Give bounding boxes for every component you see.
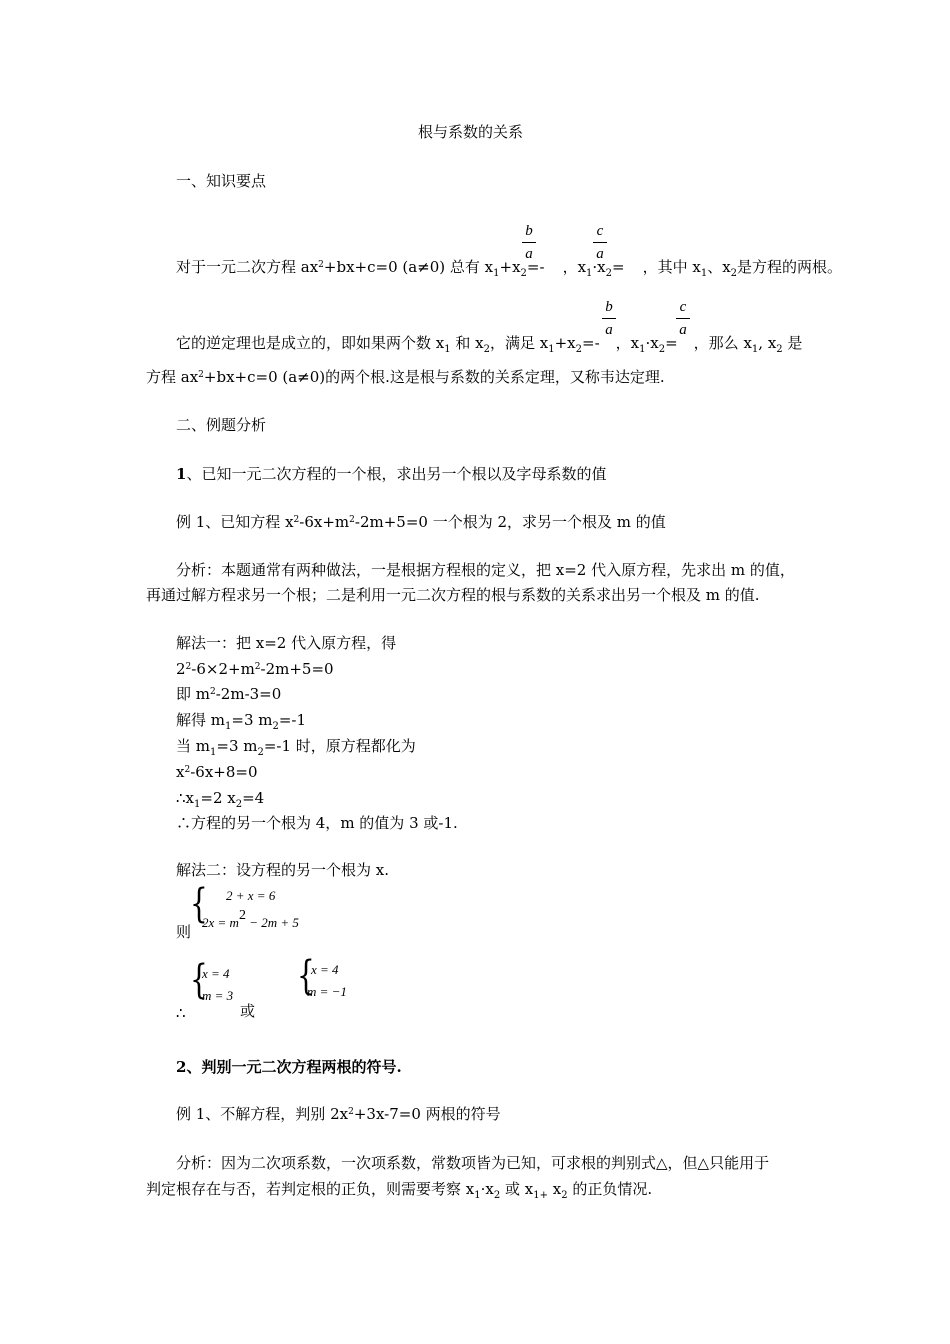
page-title: 根与系数的关系: [418, 123, 524, 141]
analysis-1-line2: 再通过解方程求另一个根；二是利用一元二次方程的根与系数的关系求出另一个根及 m 的值.: [146, 586, 760, 604]
or-label: 或: [240, 1002, 256, 1020]
solution-1-line3: 即 $m^2-2m-3=0$: [176, 685, 282, 703]
example-1: 例 1、已知方程 $x^2-6x+m^2-2m+5=0$ 一个根为 2，求另一个根及 m 的值: [176, 513, 666, 531]
topic-heading-1: 1、已知一元二次方程的一个根，求出另一个根以及字母系数的值: [176, 465, 607, 483]
analysis-2-line1: 分析：因为二次项系数，一次项系数，常数项皆为已知，可求根的判别式△，但△只能用于: [176, 1154, 770, 1172]
solution-2-line1: 解法二：设方程的另一个根为 x.: [176, 861, 389, 879]
analysis-1-line1: 分析：本题通常有两种做法，一是根据方程根的定义，把 x=2 代入原方程，先求出 m 的值，: [176, 561, 795, 579]
converse-paragraph-line1: 它的逆定理也是成立的，即如果两个数 $x_1$ 和 $x_2$，满足 $x_1+x_2=-$ ，$x_1\cdot x_2=$ ，那么 $x_1$, $x_2$ 是: [176, 334, 803, 355]
then-label: 则: [176, 923, 192, 941]
solution-1-line2: $2^2-6\times 2+m^2-2m+5=0$: [176, 660, 334, 678]
fraction-b-over-a: b a: [522, 222, 536, 263]
topic-heading-2: 2、判别一元二次方程两根的符号.: [176, 1058, 402, 1076]
therefore-symbol: ∴: [176, 1004, 186, 1022]
solution-1-line5: 当 $m_1=3$ $m_2=-1$ 时，原方程都化为: [176, 737, 416, 758]
solution-1-line1: 解法一：把 x=2 代入原方程，得: [176, 634, 397, 652]
solution-1-line4: 解得 $m_1=3$ $m_2=-1$: [176, 711, 307, 732]
example-2: 例 1、不解方程，判别 $2x^2+3x-7=0$ 两根的符号: [176, 1105, 501, 1123]
equation-system-3: { x = 4 m = −1: [297, 953, 347, 999]
solution-1-line6: $x^2-6x+8=0$: [176, 763, 258, 781]
equation-system-1: { 2 + x = 6 2x = m2 − 2m + 5: [190, 881, 299, 930]
analysis-2-line2: 判定根存在与否，若判定根的正负，则需要考察 $x_1\cdot x_2$ 或 $x_{1+}$ $x_2$ 的正负情况.: [146, 1180, 653, 1201]
fraction-b-over-a-2: b a: [602, 298, 616, 339]
fraction-c-over-a-2: c a: [676, 298, 690, 339]
section-heading-1: 一、知识要点: [176, 172, 267, 190]
converse-paragraph-line2: 方程 $ax^2+bx+c=0$ (a≠0)的两个根.这是根与系数的关系定理，又称韦达定理.: [146, 368, 665, 386]
equation-system-2: { x = 4 m = 3: [190, 957, 234, 1003]
fraction-c-over-a: c a: [593, 222, 607, 263]
section-heading-2: 二、例题分析: [176, 416, 267, 434]
theorem-paragraph: 对于一元二次方程 $ax^2+bx+c=0$ (a≠0) 总有 $x_1+x_2=-$ ，$x_1\cdot x_2=$ ，其中 $x_1$、$x_2$是方程的两根。: [176, 258, 843, 279]
solution-1-line8: ∴方程的另一个根为 4，m 的值为 3 或-1.: [176, 814, 458, 832]
solution-1-line7: $\therefore x_1=2$ $x_2=4$: [176, 789, 265, 810]
